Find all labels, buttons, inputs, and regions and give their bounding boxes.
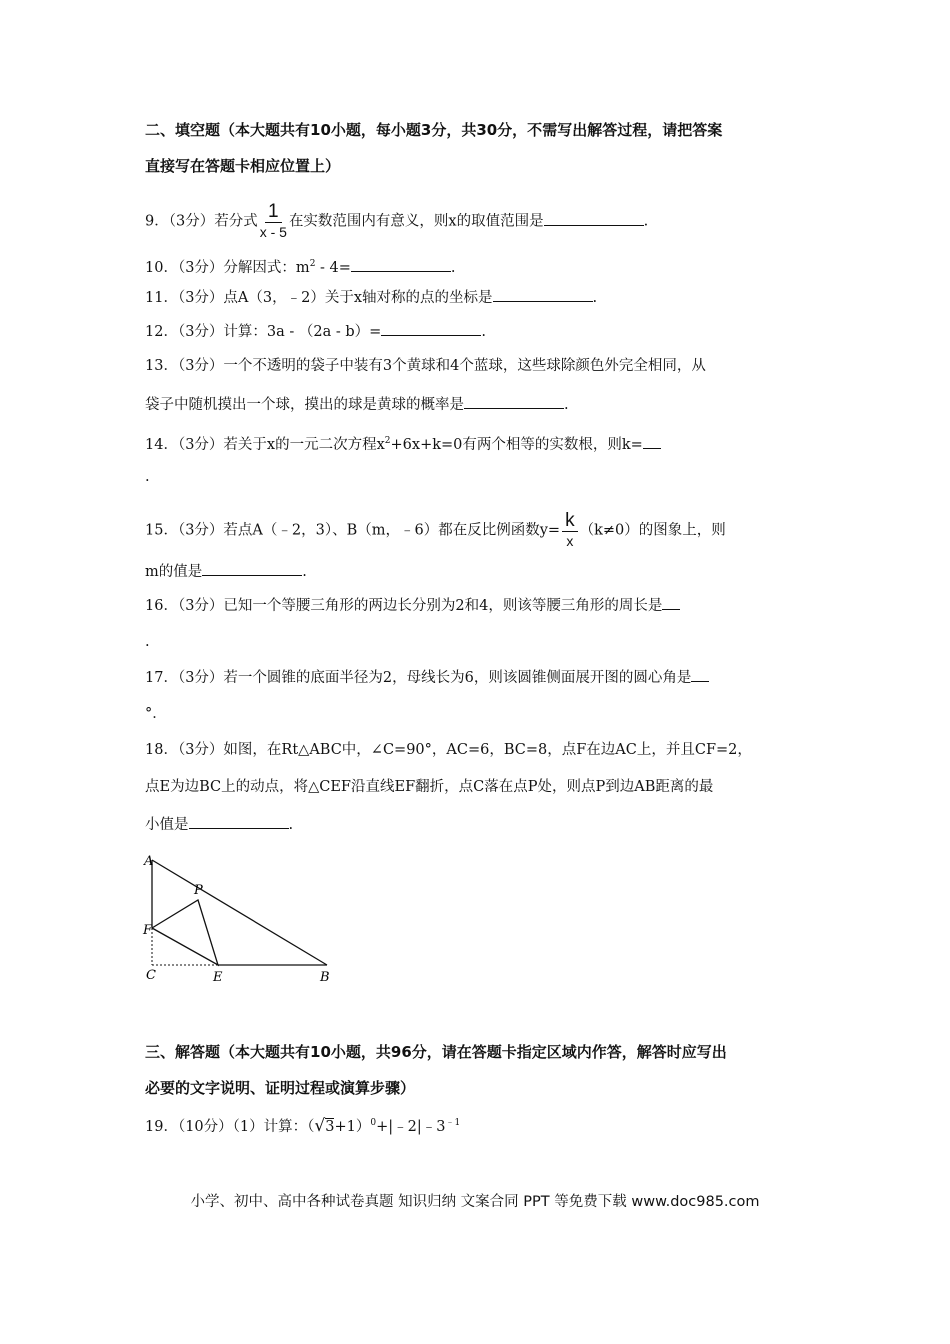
question-15-line2: [145, 561, 307, 582]
answer-blank[interactable]: [493, 287, 593, 302]
q19-sup1: ﹣1: [445, 1118, 461, 1128]
q12-text: 12．（3分）计算：3a - （2a - b）=: [145, 324, 382, 340]
folded-triangle: [152, 900, 218, 965]
q10-end: .: [450, 259, 456, 276]
q19-text-2: +1）: [334, 1118, 371, 1135]
answer-blank[interactable]: [544, 211, 644, 226]
q14-end: .: [145, 469, 150, 485]
question-18-line1: 18．（3分）如图，在Rt△ABC中，∠C=90°，AC=6，BC=8，点F在边AC上，并且CF=2，: [145, 742, 752, 758]
answer-blank[interactable]: [381, 321, 481, 336]
question-19: [145, 1113, 460, 1137]
answer-blank[interactable]: [464, 394, 564, 409]
q15-end: .: [302, 564, 307, 580]
section2-heading-line1: 二、填空题（本大题共有10小题，每小题3分，共30分，不需写出解答过程，请把答案: [145, 121, 723, 139]
question-16: [145, 595, 680, 616]
q13-text: 袋子中随机摸出一个球，摸出的球是黄球的概率是: [145, 397, 464, 413]
q9-numerator: 1: [265, 202, 282, 223]
label-c: C: [146, 968, 156, 983]
question-18-line2: 点E为边BC上的动点，将△CEF沿直线EF翻折，点C落在点P处，则点P到边AB距离的最: [145, 779, 714, 795]
q15-text-2: （k≠0）的图象上，则: [579, 522, 726, 539]
answer-blank[interactable]: [691, 667, 709, 682]
q17-text: 17．（3分）若一个圆锥的底面半径为2，母线长为6，则该圆锥侧面展开图的圆心角是: [145, 670, 692, 686]
q19-radicand: 3: [325, 1118, 335, 1135]
q9-text-2: 在实数范围内有意义，则x的取值范围是: [288, 213, 544, 230]
q11-end: .: [592, 290, 598, 306]
label-b: B: [320, 970, 330, 985]
label-a: A: [144, 854, 154, 869]
q15-denominator: x: [566, 533, 574, 549]
q10-sup: 2: [309, 259, 316, 269]
label-f: F: [143, 923, 153, 938]
question-14: [145, 431, 661, 455]
q12-end: .: [481, 324, 486, 340]
q14-text-2: +6x+k=0有两个相等的实数根，则k=: [390, 436, 643, 453]
question-13-line2: [145, 394, 569, 415]
q10-text: 10．（3分）分解因式：m: [145, 259, 310, 276]
q18-text: 小值是: [145, 817, 189, 833]
question-18-line3: [145, 814, 293, 835]
q9-text: 9．（3分）若分式: [145, 213, 258, 230]
q14-text: 14．（3分）若关于x的一元二次方程x: [145, 436, 385, 453]
q15-text-3: m的值是: [145, 564, 203, 580]
sqrt-icon: √: [314, 1115, 326, 1136]
q16-text: 16．（3分）已知一个等腰三角形的两边长分别为2和4，则该等腰三角形的周长是: [145, 598, 663, 614]
answer-blank[interactable]: [643, 434, 661, 449]
q19-sup0: 0: [370, 1118, 377, 1128]
q15-numerator: k: [562, 511, 578, 532]
q15-text: 15．（3分）若点A（﹣2，3）、B（m，﹣6）都在反比例函数y=: [145, 522, 561, 539]
section3-heading-line2: 必要的文字说明、证明过程或演算步骤）: [145, 1079, 416, 1097]
q9-end: .: [643, 213, 649, 230]
question-9: [145, 202, 648, 241]
question-11: [145, 287, 597, 308]
q9-fraction: [260, 202, 287, 241]
question-13-line1: 13．（3分）一个不透明的袋子中装有3个黄球和4个蓝球，这些球除颜色外完全相同，从: [145, 358, 706, 374]
q14-sup: 2: [384, 436, 391, 446]
triangle-figure: [140, 848, 340, 988]
q17-end: °．: [145, 706, 167, 722]
q10-text-2: - 4=: [315, 259, 351, 276]
label-e: E: [213, 970, 223, 985]
question-15: [145, 511, 726, 550]
section3-heading-line1: 三、解答题（本大题共有10小题，共96分，请在答题卡指定区域内作答，解答时应写出: [145, 1043, 727, 1061]
label-p: P: [194, 883, 203, 898]
footer-text: 小学、初中、高中各种试卷真题 知识归纳 文案合同 PPT 等免费下载 www.doc985.com: [190, 1194, 760, 1210]
answer-blank[interactable]: [662, 595, 680, 610]
q19-text: 19．（10分）（1）计算：（: [145, 1118, 315, 1135]
q16-end: .: [145, 634, 150, 650]
section2-heading-line2: 直接写在答题卡相应位置上）: [145, 157, 341, 175]
q18-end: .: [288, 817, 294, 833]
question-17: [145, 667, 709, 688]
q11-text: 11．（3分）点A（3，﹣2）关于x轴对称的点的坐标是: [145, 290, 493, 306]
q15-fraction: [562, 511, 578, 550]
question-10: [145, 254, 456, 278]
q9-denominator: x - 5: [259, 224, 287, 240]
q19-text-3: +|﹣2|﹣3: [376, 1118, 446, 1135]
question-12: [145, 321, 486, 342]
q13-end: .: [564, 397, 569, 413]
answer-blank[interactable]: [202, 561, 302, 576]
answer-blank[interactable]: [189, 814, 289, 829]
answer-blank[interactable]: [351, 257, 451, 272]
